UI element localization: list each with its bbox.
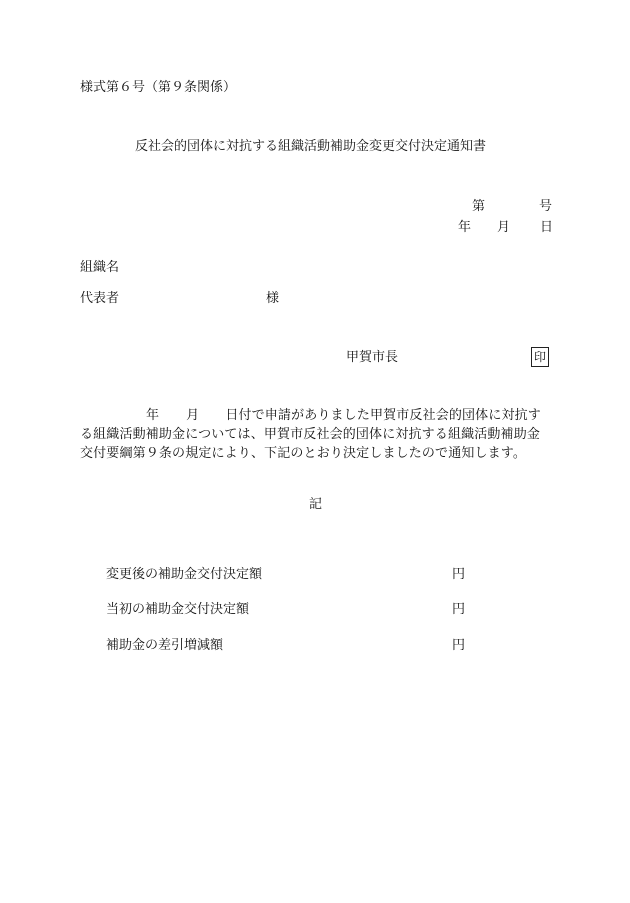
seal-mark: 印 (531, 347, 549, 367)
representative-label: 代表者 (80, 291, 120, 306)
doc-number-suffix: 号 (539, 199, 553, 214)
item-label-original-amount: 当初の補助金交付決定額 (106, 602, 250, 617)
date-day-label: 日 (540, 220, 554, 235)
body-line-2: る組織活動補助金については、甲賀市反社会的団体に対抗する組織活動補助金 (80, 427, 540, 442)
date-month-label: 月 (497, 220, 511, 235)
item-label-difference-amount: 補助金の差引増減額 (106, 638, 224, 653)
ki-heading: 記 (309, 497, 323, 512)
honorific: 様 (266, 291, 280, 306)
body-line-1 (80, 406, 558, 425)
date-year-label: 年 (458, 220, 472, 235)
item-unit-yen: 円 (452, 567, 466, 582)
item-unit-yen: 円 (452, 602, 466, 617)
body-line-1-rest: 日付で申請がありました甲賀市反社会的団体に対抗す (225, 408, 541, 423)
body-year: 年 (146, 408, 160, 423)
form-number: 様式第６号（第９条関係） (80, 80, 237, 95)
organization-name-label: 組織名 (80, 260, 120, 275)
body-line-3: 交付要綱第９条の規定により、下記のとおり決定しましたので通知します。 (80, 446, 527, 461)
notification-body (80, 406, 558, 463)
item-unit-yen: 円 (452, 638, 466, 653)
body-month: 月 (186, 408, 200, 423)
doc-number-prefix: 第 (472, 199, 486, 214)
item-label-changed-amount: 変更後の補助金交付決定額 (106, 567, 263, 582)
document-title: 反社会的団体に対抗する組織活動補助金変更交付決定通知書 (135, 139, 487, 154)
issuer-name: 甲賀市長 (346, 350, 399, 365)
